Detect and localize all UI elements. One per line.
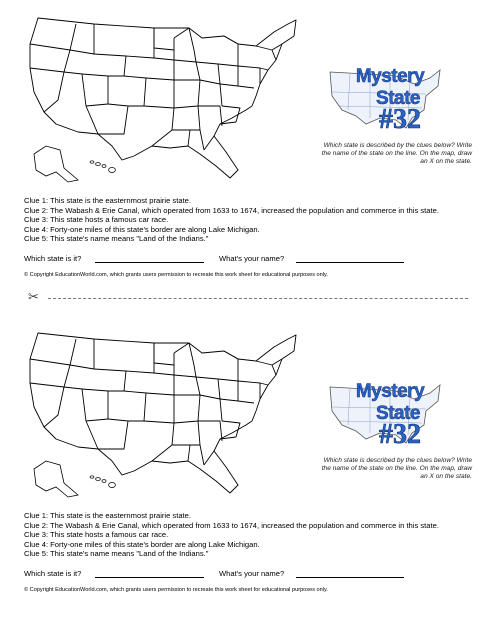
- scissors-icon: ✂: [28, 289, 39, 304]
- answer-row: [24, 254, 464, 266]
- badge-title-line1: Mystery: [355, 66, 425, 87]
- clue-2: Clue 2: The Wabash & Erie Canal, which operated from 1633 to 1674, increased the population and commerce in this state.: [24, 205, 439, 215]
- mystery-state-badge: [320, 62, 470, 192]
- clue-4: Clue 4: Forty-one miles of this state's border are along Lake Michigan.: [24, 539, 260, 549]
- clue-2: Clue 2: The Wabash & Erie Canal, which operated from 1633 to 1674, increased the population and commerce in this state.: [24, 520, 439, 530]
- clue-3: Clue 3: This state hosts a famous car race.: [24, 530, 169, 539]
- copyright-text: © Copyright EducationWorld.com, which grants users permission to recreate this work sheet for educational purposes only.: [24, 272, 328, 278]
- clue-5: Clue 5: This state's name means "Land of the Indians.": [24, 549, 209, 558]
- clue-4: Clue 4: Forty-one miles of this state's border are along Lake Michigan.: [24, 224, 260, 234]
- state-question-label: Which state is it?: [24, 569, 82, 578]
- badge-title-line2: State: [376, 88, 420, 109]
- clue-3: Clue 3: This state hosts a famous car race.: [24, 215, 169, 224]
- state-answer-line[interactable]: [95, 262, 204, 263]
- name-question-label: What's your name?: [219, 569, 285, 578]
- name-answer-line[interactable]: [296, 262, 404, 263]
- worksheet-bottom: [0, 315, 480, 615]
- clue-list: [24, 196, 464, 244]
- instructions-text: Which state is described by the clues below? Write the name of the state on the line. On the map, draw an X on the state.: [321, 457, 472, 480]
- cut-line: [28, 289, 468, 304]
- badge-title-line1: Mystery: [355, 381, 425, 402]
- dashed-divider: [48, 298, 468, 299]
- copyright-text: © Copyright EducationWorld.com, which grants users permission to recreate this work sheet for educational purposes only.: [24, 587, 328, 593]
- name-question-label: What's your name?: [219, 254, 285, 263]
- badge-number: #32: [379, 104, 421, 135]
- badge-number: #32: [379, 419, 421, 450]
- us-map-outline[interactable]: [24, 325, 314, 505]
- badge-title-line2: State: [376, 403, 420, 424]
- name-answer-line[interactable]: [296, 577, 404, 578]
- us-map-outline[interactable]: [24, 10, 314, 190]
- state-answer-line[interactable]: [95, 577, 204, 578]
- clue-1: Clue 1: This state is the easternmost prairie state.: [24, 511, 191, 520]
- mystery-state-badge: [320, 377, 470, 507]
- clue-5: Clue 5: This state's name means "Land of the Indians.": [24, 234, 209, 243]
- state-question-label: Which state is it?: [24, 254, 82, 263]
- clue-list: [24, 511, 464, 559]
- answer-row: [24, 569, 464, 581]
- instructions-text: Which state is described by the clues below? Write the name of the state on the line. On the map, draw an X on the state.: [321, 142, 472, 165]
- clue-1: Clue 1: This state is the easternmost prairie state.: [24, 196, 191, 205]
- worksheet-top: [0, 0, 480, 304]
